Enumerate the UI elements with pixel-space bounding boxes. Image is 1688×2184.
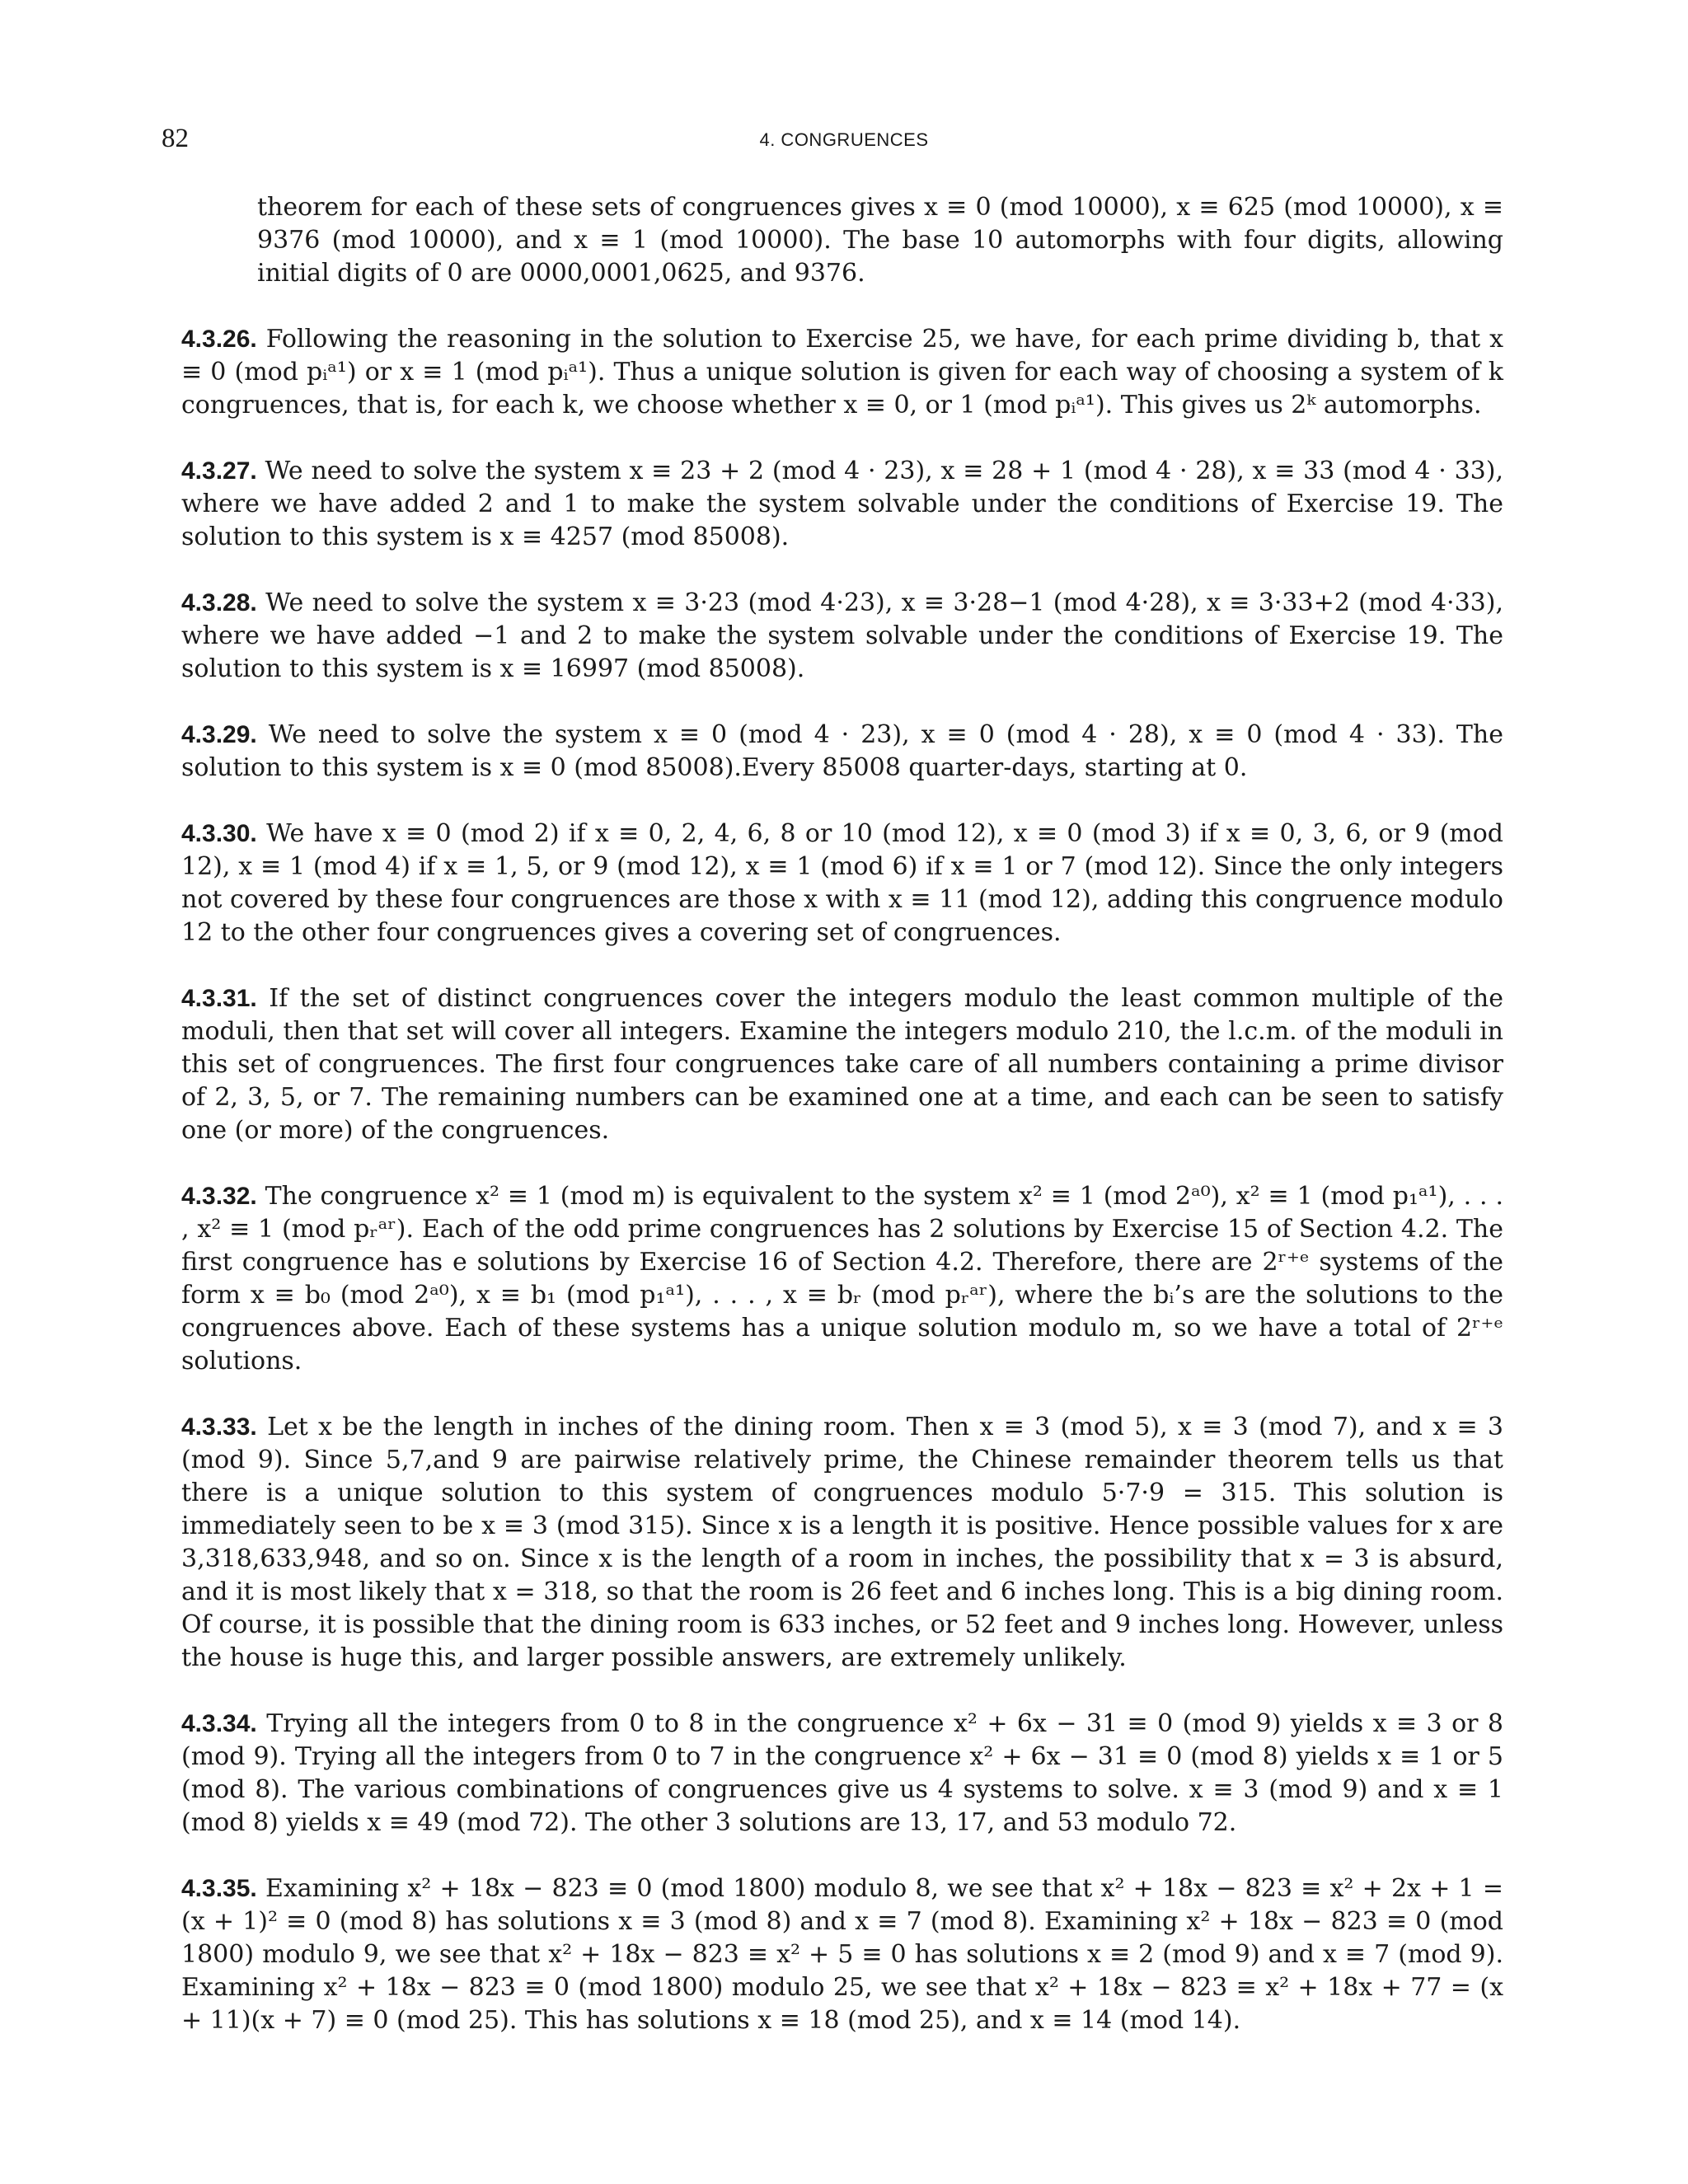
- exercise-number: 4.3.35.: [181, 1875, 257, 1902]
- exercise-4-3-27: [181, 455, 1503, 554]
- exercise-text: We have x ≡ 0 (mod 2) if x ≡ 0, 2, 4, 6, 8 or 10 (mod 12), x ≡ 0 (mod 3) if x ≡ 0, 3, 6, or 9 (mod 12), x ≡ 1 (mod 4) if x ≡ 1, 5, or 9 (mod 12), x ≡ 1 (mod 6) if x ≡ 1 or 7 (mod 12). Since the only integers not covered by these four congruences are those x with x ≡ 11 (mod 12), adding this congruence modulo 12 to the other four congruences gives a covering set of congruences.: [181, 819, 1503, 947]
- exercise-number: 4.3.30.: [181, 820, 257, 847]
- exercise-4-3-30: [181, 818, 1503, 949]
- exercise-number: 4.3.32.: [181, 1183, 257, 1210]
- exercise-text: If the set of distinct congruences cover the integers modulo the least common multiple of the moduli, then that set will cover all integers. Examine the integers modulo 210, the l.c.m. of the moduli in this set of congruences. The first four congruences take care of all numbers containing a prime divisor of 2, 3, 5, or 7. The remaining numbers can be examined one at a time, and each can be seen to satisfy one (or more) of the congruences.: [181, 984, 1503, 1145]
- exercise-number: 4.3.31.: [181, 985, 257, 1012]
- exercise-text: We need to solve the system x ≡ 0 (mod 4 · 23), x ≡ 0 (mod 4 · 28), x ≡ 0 (mod 4 · 33). The solution to this system is x ≡ 0 (mod 85008).Every 85008 quarter-days, starting at 0.: [181, 720, 1503, 782]
- exercise-text: Examining x² + 18x − 823 ≡ 0 (mod 1800) modulo 8, we see that x² + 18x − 823 ≡ x² + 2x + 1 = (x + 1)² ≡ 0 (mod 8) has solutions x ≡ 3 (mod 8) and x ≡ 7 (mod 8). Examining x² + 18x − 823 ≡ 0 (mod 1800) modulo 9, we see that x² + 18x − 823 ≡ x² + 5 ≡ 0 has solutions x ≡ 2 (mod 9) and x ≡ 7 (mod 9). Examining x² + 18x − 823 ≡ 0 (mod 1800) modulo 25, we see that x² + 18x − 823 ≡ x² + 18x + 77 = (x + 11)(x + 7) ≡ 0 (mod 25). This has solutions x ≡ 18 (mod 25), and x ≡ 14 (mod 14).: [181, 1874, 1503, 2035]
- exercise-text: The congruence x² ≡ 1 (mod m) is equivalent to the system x² ≡ 1 (mod 2ᵃ⁰), x² ≡ 1 (mod p₁ᵃ¹), . . . , x² ≡ 1 (mod pᵣᵃʳ). Each of the odd prime congruences has 2 solutions by Exercise 15 of Section 4.2. The first congruence has e solutions by Exercise 16 of Section 4.2. Therefore, there are 2ʳ⁺ᵉ systems of the form x ≡ b₀ (mod 2ᵃ⁰), x ≡ b₁ (mod p₁ᵃ¹), . . . , x ≡ bᵣ (mod pᵣᵃʳ), where the bᵢ’s are the solutions to the congruences above. Each of these systems has a unique solution modulo m, so we have a total of 2ʳ⁺ᵉ solutions.: [181, 1182, 1503, 1376]
- exercise-number: 4.3.27.: [181, 457, 257, 485]
- exercise-text: Trying all the integers from 0 to 8 in the congruence x² + 6x − 31 ≡ 0 (mod 9) yields x ≡ 3 or 8 (mod 9). Trying all the integers from 0 to 7 in the congruence x² + 6x − 31 ≡ 0 (mod 8) yields x ≡ 1 or 5 (mod 8). The various combinations of congruences give us 4 systems to solve. x ≡ 3 (mod 9) and x ≡ 1 (mod 8) yields x ≡ 49 (mod 72). The other 3 solutions are 13, 17, and 53 modulo 72.: [181, 1709, 1503, 1837]
- page-number: 82: [162, 124, 189, 153]
- exercise-text: Let x be the length in inches of the dining room. Then x ≡ 3 (mod 5), x ≡ 3 (mod 7), and x ≡ 3 (mod 9). Since 5,7,and 9 are pairwise relatively prime, the Chinese remainder theorem tells us that there is a unique solution to this system of congruences modulo 5·7·9 = 315. This solution is immediately seen to be x ≡ 3 (mod 315). Since x is a length it is positive. Hence possible values for x are 3,318,633,948, and so on. Since x is the length of a room in inches, the possibility that x = 3 is absurd, and it is most likely that x = 318, so that the room is 26 feet and 6 inches long. This is a big dining room. Of course, it is possible that the dining room is 633 inches, or 52 feet and 9 inches long. However, unless the house is huge this, and larger possible answers, are extremely unlikely.: [181, 1413, 1503, 1672]
- continued-paragraph: theorem for each of these sets of congruences gives x ≡ 0 (mod 10000), x ≡ 625 (mod 10000), x ≡ 9376 (mod 10000), and x ≡ 1 (mod 10000). The base 10 automorphs with four digits, allowing initial digits of 0 are 0000,0001,0625, and 9376.: [257, 193, 1503, 288]
- exercise-4-3-35: [181, 1872, 1503, 2037]
- exercise-4-3-28: [181, 587, 1503, 686]
- exercise-text: Following the reasoning in the solution to Exercise 25, we have, for each prime dividing b, that x ≡ 0 (mod pᵢᵃ¹) or x ≡ 1 (mod pᵢᵃ¹). Thus a unique solution is given for each way of choosing a system of k congruences, that is, for each k, we choose whether x ≡ 0, or 1 (mod pᵢᵃ¹). This gives us 2ᵏ automorphs.: [181, 325, 1503, 419]
- exercise-number: 4.3.29.: [181, 721, 257, 748]
- exercise-number: 4.3.28.: [181, 589, 257, 616]
- exercise-4-3-33: [181, 1411, 1503, 1675]
- exercise-text: We need to solve the system x ≡ 3·23 (mod 4·23), x ≡ 3·28−1 (mod 4·28), x ≡ 3·33+2 (mod 4·33), where we have added −1 and 2 to make the system solvable under the conditions of Exercise 19. The solution to this system is x ≡ 16997 (mod 85008).: [181, 588, 1503, 683]
- exercise-4-3-29: [181, 719, 1503, 785]
- exercise-number: 4.3.34.: [181, 1710, 257, 1737]
- exercise-4-3-26: [181, 323, 1503, 422]
- exercise-4-3-31: [181, 982, 1503, 1147]
- exercise-4-3-32: [181, 1180, 1503, 1378]
- exercise-4-3-34: [181, 1708, 1503, 1840]
- exercise-number: 4.3.26.: [181, 326, 257, 353]
- exercise-number: 4.3.33.: [181, 1413, 257, 1441]
- running-head: 4. CONGRUENCES: [759, 129, 929, 150]
- exercise-text: We need to solve the system x ≡ 23 + 2 (mod 4 · 23), x ≡ 28 + 1 (mod 4 · 28), x ≡ 33 (mod 4 · 33), where we have added 2 and 1 to make the system solvable under the conditions of Exercise 19. The solution to this system is x ≡ 4257 (mod 85008).: [181, 457, 1503, 551]
